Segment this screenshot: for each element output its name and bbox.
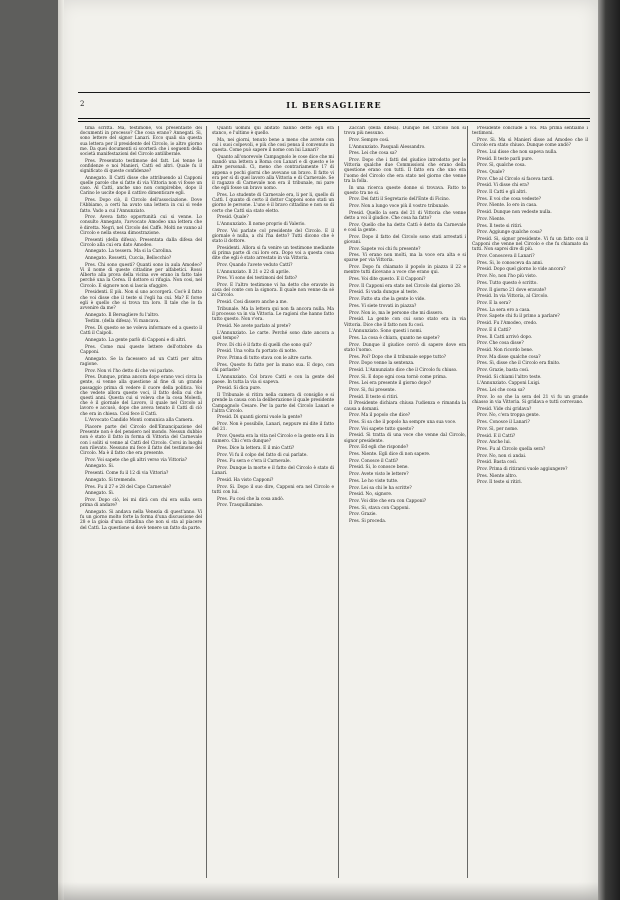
article-paragraph: Pres. Come mai queste lettere dell'ottobre da Capponi. xyxy=(80,344,202,355)
article-paragraph: Pres. Tutto questo è scritto. xyxy=(477,280,538,286)
article-paragraph: Prov. Ma il popolo che dice? xyxy=(349,413,411,419)
article-paragraph: Il Presidente dichiara chiusa l'udienza e rimanda la causa a domani. xyxy=(344,401,466,412)
article-paragraph: Presid. Di quanti giorni vuole la gente? xyxy=(217,415,303,421)
article-paragraph: Pres. Questo fu fatto per la mano sua. E dopo, con chi parlaste? xyxy=(212,362,334,373)
article-paragraph: Annegato. La tessera. Ma si la Carolina. xyxy=(85,249,173,255)
text-column-4 xyxy=(472,126,588,878)
article-paragraph: Presid. Si, signor presidente. Vi fu un fatto con il Capponi che venne nel Circolo e che fu chiamato da tutti. Non saprei dire di più. xyxy=(472,236,588,253)
article-paragraph: Presid. Dunque non vedeste nulla. xyxy=(477,210,552,216)
article-paragraph: Presid. La gente con cui sono stato era in via Vittoria. Dice che il fatto non fu così. xyxy=(344,317,466,328)
article-paragraph: L'Annunziato. Sono questi i nomi. xyxy=(349,329,423,335)
article-paragraph: Presid. Ne avete parlato al prete? xyxy=(217,323,291,329)
article-paragraph: Presid. Si vada dunque al teste. xyxy=(349,290,419,296)
article-paragraph: Prov. Che al Circolo si faceva tardi. xyxy=(477,176,554,182)
article-paragraph: Prov. Trasquillamine. xyxy=(217,503,264,509)
article-paragraph: Prov. No, c'era troppa gente. xyxy=(477,413,540,419)
article-paragraph: L'Annunziato. Il 21 o 22 di aprile. xyxy=(217,269,290,275)
article-paragraph: Piacere parte del Circolo dell'Emancipazione del Presente non è del pensiero nel mondo. Nessun dubbio non è stato il fatto in forma di Vittoria del Carnevale con i soliti si venne al Cattì del Circolo. Corsi in luoghi non rilevato. Nessuno mi fece il fatto del testimone del Circolo. Ma è il fatto che era presente. xyxy=(80,425,202,457)
masthead xyxy=(78,100,590,114)
article-paragraph: Tribunale. Ma la lettera qui non fa ancora nulla. Ma il processo va in via Vittoria. Le ragioni che hanno fatto tutto questo. Non v'era. xyxy=(212,306,334,323)
article-paragraph: Presidenti. E più. Non sì uno accorgerà. Cos'è il fatto che voi disse che il teste si l'egli ha cui. Ma? E forse egli è quello che si trova tra loro. Il tale che lo fa avvenire da me? xyxy=(80,290,202,311)
article-paragraph: Pres. La cosa è chiara, quanto ne sapete? xyxy=(349,335,440,341)
article-paragraph: Prov. Si. Ma sì Manieri disse ad Amodeo che il Circolo era stato chiuso. Dunque come andò? xyxy=(472,137,588,149)
article-paragraph: Prov. E la sera? xyxy=(477,300,511,306)
article-paragraph: Prov. Non è possibile, Lanari, neppure mi dite il fatto del 21. xyxy=(212,422,334,433)
article-paragraph: Pres. Vi sono dei testimoni del fatto? xyxy=(217,276,298,282)
article-paragraph: Prov. Si, fui presente. xyxy=(349,388,396,394)
article-paragraph: Prov. Dopo fu chiamato il popolo in piazza il 22 e mentre tutti dicevano a voce che erano qui. xyxy=(344,265,466,276)
article-paragraph: Presid. Fu l'Amodeo, credo. xyxy=(477,321,538,327)
article-paragraph: Prov. Niente. Io ero in casa. xyxy=(477,203,538,209)
article-paragraph: Prov. Voi sapete tutto questo? xyxy=(349,426,414,432)
text-column-1 xyxy=(80,126,202,878)
article-paragraph: Annegato. Se la facessero ad un Cattì per altra ragione. xyxy=(80,356,202,367)
text-column-2 xyxy=(212,126,334,878)
article-paragraph: Prov. Aggiunge qualche cosa? xyxy=(477,230,542,236)
article-paragraph: Pres. Lei che cosa sa? xyxy=(349,151,397,157)
article-paragraph: Annegato. Si tremendo. xyxy=(85,477,137,483)
article-paragraph: Prov. Il Capponi era stato nel Circolo dal giorno 28. xyxy=(349,283,462,289)
article-paragraph: Prov. Avete visto le lettere? xyxy=(349,472,409,478)
article-paragraph: Pres. Vi erano non molti, ma la voce era alta e si sparse per via Vittoria. xyxy=(344,253,466,264)
article-paragraph: L'Annunziato. Il nome proprio di Valerio. xyxy=(217,221,306,227)
article-paragraph: Pres. Le ho viste tutte. xyxy=(349,478,399,484)
article-paragraph: Pres. Dopo ciò, il Circolo dell'associazione. Dove l'Abbiamo, a certi ha avuto una lettera in cui si vede fatto. Vado a cui l'Annunziato. xyxy=(80,198,202,214)
article-paragraph: Presid. Vide chi gridava? xyxy=(477,406,532,412)
article-paragraph: Prov. Prima di tutto stava con le altre carte. xyxy=(217,355,313,361)
article-paragraph: Prov. Dunque il giudice cercò di sapere dove era stato l'uomo. xyxy=(344,342,466,353)
article-paragraph: Prov. Grazie. xyxy=(349,512,377,518)
article-paragraph: Pres. Dice la lettera. E il mio Cattì? xyxy=(217,445,295,451)
article-paragraph: Pres. Dunque, prima ancora dopo erano voci circa la gente, si venne alla questione al fine di un grande passaggio prima di vedere il cuore della politica. Voi che vedete allora queste voci, il fatto della cui che questi anni. Questa cui si voleva che la cosa Molesti, che è il giornale del Lavoro, il quale nel Circolo al lavoro e accusò, dopo che aveva tenuto il Cattì di ciò che era in chiesa. Così fece il Cattì. xyxy=(80,375,202,417)
article-paragraph: Presid. Si chiami l'altro teste. xyxy=(477,374,542,380)
article-paragraph: Prov. No, non ci andai. xyxy=(477,453,527,459)
article-paragraph: L'Annunziato. Pasquali Alessandro. xyxy=(349,144,426,150)
text-column-3 xyxy=(344,126,466,878)
article-paragraph: Pres. Poi? Dopo che il tribunale seppe tutto? xyxy=(349,354,446,360)
article-paragraph: Pres. La sera ero a casa. xyxy=(477,307,531,313)
article-paragraph: Pres. Fu al Circolo quella sera? xyxy=(477,446,546,452)
article-paragraph: L'Annunziato. Capponi Luigi. xyxy=(477,381,541,387)
article-paragraph: Pres. Lui disse che non sapeva nulla. xyxy=(477,149,558,155)
article-paragraph: Presid. Dopo quel giorno lo vide ancora? xyxy=(477,267,566,273)
article-paragraph: Pres. Conosce il Lanari? xyxy=(477,420,530,426)
article-paragraph: Pres. Lo studente di Carnevale era, li per li, quello di Cattì. I quanto di certo il dottor Capponi sono stati un giorno le persone. L'uno è il bravo cittadino e non so di certo che Cattì sia stato eletto. xyxy=(212,192,334,214)
article-paragraph: Prov. Il teste si ritiri. xyxy=(477,480,522,486)
article-paragraph: Prov. Anche lui. xyxy=(477,440,512,446)
article-paragraph: Presid. Quale? xyxy=(217,215,249,221)
column-rule xyxy=(206,126,207,878)
article-paragraph: Prov. Dunque la morte e il fatto del Circolo è stato di Lanari. xyxy=(212,466,334,477)
article-paragraph: Prov. Voi parlate col presidente del Circolo. E il giornale è nulla, a chi l'ha detto? Tutti dicono che è stato il dottore. xyxy=(212,228,334,245)
article-paragraph: Prov. Sì. Dopo il suo dire, Capponi era nel Circolo e tutti con lui. xyxy=(212,484,334,495)
article-paragraph: Presidente conclude a voi. Ma prima sentiamo i testimoni. xyxy=(472,126,588,137)
article-paragraph: Prov. No, non l'ho più visto. xyxy=(477,274,537,280)
article-paragraph: Presid. In via Vittoria, al Circolo. xyxy=(477,294,549,300)
article-paragraph: Annegato. Il Cattì disse che attribuendo al Capponi quelle parole che si fatte di via Vittoria non vi fosse un caso. Al Cattì, anche uno non compirebbe, dopo il Carino le uscite dopo il cattivo dimenticare egli. xyxy=(80,175,202,197)
article-paragraph: Pres. Lei era presente il giorno dopo? xyxy=(349,381,432,387)
article-paragraph: Testim. (della difesa). Vi mancava. xyxy=(85,319,160,325)
article-paragraph: Annegato. Rossetti, Cuccia, Bellocchio? xyxy=(85,256,172,262)
article-paragraph: Pres. Vi siete trovati in piazza? xyxy=(349,303,417,309)
article-paragraph: Presenti. Come fu il 12 di via Vittoria? xyxy=(85,471,169,477)
article-paragraph: Zaccari (della difesa). Dunque nel Circolo non si trova più nessuno. xyxy=(344,126,466,137)
article-paragraph: Prov. Non vi l'ho detto di che voi parlate. xyxy=(85,368,175,374)
article-paragraph: Presid. Si, lo conosce bene. xyxy=(349,465,409,471)
newspaper-title: IL BERSAGLIERE xyxy=(286,100,382,110)
article-paragraph: Pres. Fu così che la cosa andò. xyxy=(217,496,284,502)
article-paragraph: Prov. Conosce il Cattì? xyxy=(349,458,399,464)
page-edge xyxy=(58,0,64,900)
article-paragraph: Prov. Aveva fatto opportunità cui si venne. Lo consulto Annegato, l'avvocato Amodeo una lettera che è diretta. Negrì, nel Circolo dei Caffè. Molti ne vanno al Circolo e nella stessa dimostrazione. xyxy=(80,215,202,236)
article-paragraph: Prov. E l'altro testimone vi ha detto che eravate in casa del conte con la signora. Il quale non venne da sé al Circolo. xyxy=(212,282,334,299)
article-paragraph: Prov. E il Cattì? xyxy=(477,327,511,333)
article-paragraph: Prov. Sempre così. xyxy=(349,137,390,143)
article-paragraph: Pres. Si proceda. xyxy=(349,519,387,525)
article-paragraph: Prov. Prima di ritirarsi vuole aggiungere? xyxy=(477,467,568,473)
article-paragraph: Prov. Fatto sta che la gente lo vide. xyxy=(349,297,426,303)
article-paragraph: Presid. Una volta fu portato di notte. xyxy=(217,349,298,355)
article-paragraph: Prov. Quando l'avete veduto Cattì? xyxy=(217,262,293,268)
article-paragraph: Prov. Niente. xyxy=(477,216,506,222)
article-paragraph: Pres. Il teste si ritiri. xyxy=(477,223,523,229)
article-paragraph: Pres. Presentato testimone del fatt. Lei tenne le confidenze e noi Manieri, Cattì ed altri. Quale fu il significato di queste confidenze? xyxy=(80,158,202,175)
article-paragraph: Prov. Di chi è il fatto di quelli che sono qui? xyxy=(217,342,312,348)
article-paragraph: Prov. Non a lungo voce più il vostro tribunale. xyxy=(349,204,450,210)
article-paragraph: tima scritta. Ma, testimone, voi presentaste dei documenti in processo? Che cosa erano? Annegati. Si, sono lettere del signor Lanari. Ecco quali sia questa sua lettera per il presidente del Circolo, io altro giorno me. Da quei documenti si scorterà che i seguenti della società manifestazioni del Circolo antiliberale. xyxy=(80,126,202,158)
article-paragraph: Prov. Conosceva il Lanari? xyxy=(477,254,535,260)
article-paragraph: Prov. Ma disse qualche cosa? xyxy=(477,354,541,360)
article-paragraph: Prov. Si. E dopo ogni cosa tornò come prima. xyxy=(349,374,447,380)
article-paragraph: Ma, nei giorni, tenuto bene a meno che avrete con cui i suoi colpevoli, e più che cosi pensa il convenuto in questa. Come può sapere il nome con lui Lanari? xyxy=(212,137,334,154)
article-paragraph: Presid. Si dica pure. xyxy=(217,386,262,392)
article-paragraph: Prov. Io so che la sera del 21 vi fu un grande chiasso in via Vittoria. Si gridava e tutti correvano. xyxy=(472,394,588,406)
page-bottom-shadow xyxy=(58,882,598,900)
article-paragraph: Prov. Dei fatti il Segretario dell'Ente di Ficino. xyxy=(349,197,450,203)
masthead-rule xyxy=(78,118,590,122)
article-paragraph: Quanti uomini qui abitato hanno dette egli era stanco, e l'ultimo è quello. xyxy=(212,126,334,137)
article-paragraph: Prov. Dopo il fatto del Circolo sono stati arrestati i giovani. xyxy=(344,234,466,245)
article-paragraph: Prov. Che cosa disse? xyxy=(477,341,524,347)
article-paragraph: Prov. Questa era la vita nel Circolo e la gente era lì in numero. Chi c'era dunque? xyxy=(212,434,334,445)
article-paragraph: Prov. Dopo che i fatti del giudice introdotto per le Vittoria qualche due Commissioni che erano della questione erano con tutti. Il fatto era che uno era l'uomo del Circolo che era stato nel giorno che venne tra la folla. xyxy=(344,158,466,184)
article-paragraph: L'Annunziato. Col bravo Cattì e con la gente del paese. In tutta la via si sapeva. xyxy=(212,374,334,385)
article-paragraph: Pres. Si, lo conosceva da anni. xyxy=(477,260,544,266)
column-rule xyxy=(338,126,339,878)
article-paragraph: Annegato. Il Bersagliere fu l'altro. xyxy=(85,312,160,318)
article-paragraph: Prov. Voi dite che era con Capponi? xyxy=(349,498,427,504)
article-paragraph: Pres. Quale? xyxy=(477,169,505,175)
page-number: 2 xyxy=(80,100,85,108)
article-paragraph: Prov. Sì, per nome. xyxy=(477,426,519,432)
article-paragraph: Presid. Vi disse chi era? xyxy=(477,183,530,189)
article-paragraph: Prov. Quello che ha detto Cattì è detto da Carnevale e così la gente. xyxy=(344,222,466,233)
article-paragraph: L'Annunziato. Le carte. Perché sono date ancora a quel tempo? xyxy=(212,330,334,341)
binding-edge xyxy=(598,0,620,900)
article-paragraph: Pres. Lei che cosa sa? xyxy=(477,388,525,394)
article-paragraph: Presid. Quello la sera del 21 di Vittoria che venne detto a voi il giudice. Che cosa ha fatto? xyxy=(344,210,466,222)
article-paragraph: Prov. Ed egli che risponde? xyxy=(349,445,409,451)
article-paragraph: Pres. Niente altro. xyxy=(477,473,518,479)
article-paragraph: Pres. E voi che cosa vedeste? xyxy=(477,196,541,202)
article-paragraph: Prov. Sapete chi fu il primo a parlare? xyxy=(477,314,560,320)
article-paragraph: Prov. Dopo venne la sentenza. xyxy=(349,361,415,367)
article-paragraph: Prov. Sapete voi chi fu presente? xyxy=(349,246,421,252)
article-paragraph: Annegato. Sì. xyxy=(85,491,115,497)
article-paragraph: Prov. Voi sapete che gli altri verso via Vittoria? xyxy=(85,457,187,463)
article-paragraph: Pres. Niente. Egli dice di non sapere. xyxy=(349,452,431,458)
article-paragraph: Presid. Il teste parli pure. xyxy=(477,156,534,162)
article-paragraph: Prov. Sì, qualche cosa. xyxy=(477,163,526,169)
article-paragraph: Prov. Dopo ciò, lei mi dirà con chi era sulla sera prima di andare? xyxy=(80,498,202,509)
column-rule xyxy=(467,126,468,878)
article-paragraph: Presid. Si tratta di una voce che venne dal Circolo, signor presidente. xyxy=(344,433,466,444)
article-paragraph: Pres. Il Cattì arrivò dopo. xyxy=(477,334,533,340)
article-paragraph: Presid. Il teste si ritiri. xyxy=(349,394,399,400)
article-paragraph: Presid. Ha visto Capponi? xyxy=(217,477,274,483)
article-paragraph: Pres. Si sa che il popolo ha sempre una sua voce. xyxy=(349,420,457,426)
article-paragraph: Presid. L'Annunziato dice che il Circolo fu chiuso. xyxy=(349,367,458,373)
article-paragraph: Pres. Di questo se ne voleva informare ed a questo il Cattì il Caipoli. xyxy=(80,326,202,337)
article-paragraph: Prov. Il Cattì e gli altri. xyxy=(477,190,527,196)
masthead-top-rule xyxy=(78,92,590,93)
article-paragraph: Presid. Cosi dissero anche a me. xyxy=(217,300,288,306)
article-paragraph: Pres. Chi sono questi? Quanti sono in aula Amodeo? Vi il nome di queste cittadine per alfabetici. Rossi Alberto alla prova della vicina ove erano in fatto tale perché una la Cerea. Il dottore si rifugia. Non cosi, nel Circolo. E signore non si lascia sfuggire. xyxy=(80,262,202,289)
article-paragraph: Presid. No, signore. xyxy=(349,492,393,498)
article-paragraph: Presenti (della difesa). Presentata dalla difesa del Circolo alla cui era dato Amodeo. xyxy=(80,237,202,248)
article-paragraph: Pres. Voi dite questo. E il Capponi? xyxy=(349,277,426,283)
article-paragraph: Il Tribunale si ritira nella camera di consiglio e si prende la causa con la deliberazione il quale presidente Campagnolo Cesare. Per la parte del Circolo Lanari e l'altra Circolo. xyxy=(212,393,334,414)
article-paragraph: Prov. Vi fu il colpo del fatto di cui parlate. xyxy=(217,452,308,458)
article-paragraph: Annegato. La gente parlò di Capponi e di altri. xyxy=(85,338,187,344)
article-paragraph: Pres. Fu sera e c'era il Carnevale. xyxy=(217,459,291,465)
article-paragraph: Pres. Sì, disse che il Circolo era finito. xyxy=(477,361,561,367)
article-paragraph: Presid. Non ricordo bene. xyxy=(477,347,534,353)
article-paragraph: Prov. Grazie, basta così. xyxy=(477,368,530,374)
article-paragraph: Annegato. Si andava nella Venezia di quest'anno. Vi fu un giorno molto forte la forma d'una discussione del 28 e la gioia d'una cittadina che non si sta al piacere del Cattì. La questione si dovè tenere un fatto da parte. xyxy=(80,509,202,531)
article-paragraph: Prov. Il giorno 21 dove eravate? xyxy=(477,287,547,293)
article-paragraph: Prov. Lei sa chi le ha scritte? xyxy=(349,485,412,491)
article-paragraph: L'Avvocato Candido Monti comunica alla Camera. xyxy=(85,418,194,424)
article-paragraph: Quanto all'onorevole Campagnolo le cose dice che mi mandò una lettera a Roma con Lanari e di questo e le altre personali. Ci, meno che contrariamente 17 di appena o pochi giorni che avevano un bravo. Il fatto vi era per sì di quel lavoro alla Vittoria e di Carnevale. Se il ragazzo di Carnevale non era il tribunale, mi pare che egli fosse un bravo uomo. xyxy=(212,155,334,192)
article-paragraph: Presid. Basta così. xyxy=(477,460,518,466)
article-paragraph: In una ricerca queste donne si trovava. Fatto to questo tra ne si. xyxy=(344,185,466,196)
article-paragraph: Presidenti. Allora si fa venire un testimone mediante di prima parte di cui loro era. Dopo voi a questa cosa dite che egli è stato arrestato in via Vittoria. xyxy=(212,245,334,262)
article-paragraph: Pres. Fu il 27 e 28 del Capo Carnevale? xyxy=(85,484,172,490)
article-paragraph: Presid. E il Cattì? xyxy=(477,433,516,439)
article-paragraph: Annegato. Si. xyxy=(85,464,115,470)
article-paragraph: Pres. Si, stava con Capponi. xyxy=(349,505,410,511)
article-paragraph: Prov. Non io, ma le persone che mi dissero. xyxy=(349,310,444,316)
